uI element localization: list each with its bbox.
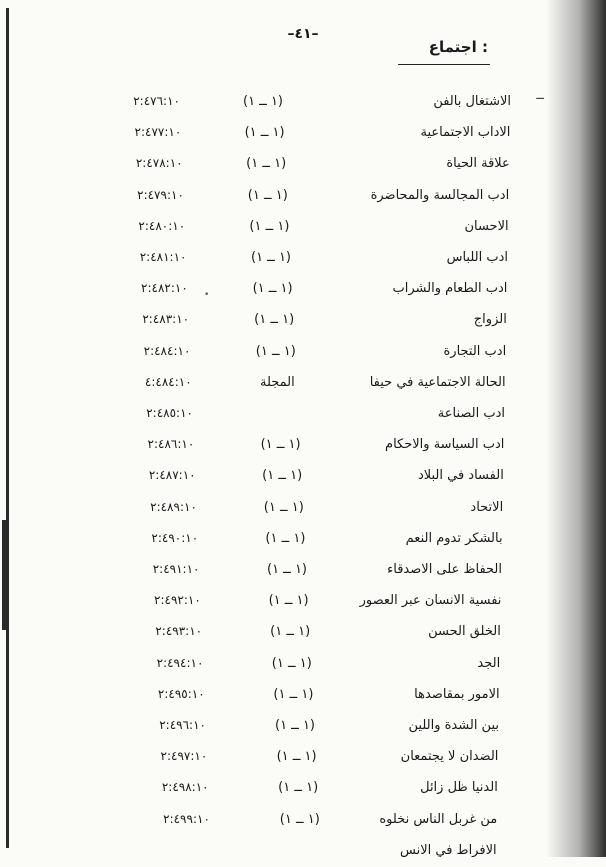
entry-topic: الزواج [473,312,507,328]
entry-topic: الجد [477,655,501,671]
entry-code: ٢:٤٩٢:١٠ [154,593,201,608]
entry-topic: من غربل الناس نخلوه [379,811,498,827]
entry-topic: الضدان لا يجتمعان [400,749,499,765]
entry-reference: (١ ــ ١) [271,655,312,671]
entry-topic: الاداب الاجتماعية [420,125,511,141]
entry-code: ٢:٤٧٧:١٠ [134,125,182,140]
entry-code: ٢:٤٨١:١٠ [139,250,187,264]
entry-reference: (١ ــ ١) [263,499,304,515]
index-row [0,593,606,617]
ink-speck: • [204,290,210,300]
index-row [0,156,606,180]
section-title: اجتماع : [428,38,488,56]
entry-code: ٢:٤٩٨:١٠ [161,780,209,795]
entry-code: ٢:٤٨٥:١٠ [146,406,193,420]
entry-code: ٢:٤٩٧:١٠ [160,749,208,764]
entry-topic: الدنيا ظل زائل [420,780,498,796]
entry-reference: (١ ــ ١) [249,218,290,234]
entry-topic: الاشتغال بالفن [433,94,511,109]
index-row [0,749,606,773]
index-row [0,250,606,274]
entry-code: ٢:٤٨٣:١٠ [142,312,190,327]
entry-topic: ادب الطعام والشراب [392,281,508,297]
index-row [0,188,606,212]
index-row [0,562,606,586]
margin-mark: ـ‍‍ـ [536,88,544,103]
entry-code: ٢:٤٩٦:١٠ [159,718,206,732]
entry-topic: الاتحاد [470,499,504,515]
entry-reference: (١ ــ ١) [266,562,307,577]
entry-code: ٢:٤٧٦:١٠ [133,94,180,108]
entry-topic: الامور بمقاصدها [414,686,500,702]
entry-code: ٤:٤٨٤:١٠ [144,374,192,389]
entry-code: ٢:٤٧٩:١٠ [137,187,184,202]
index-row [0,843,606,867]
entry-code: ٢:٤٩٩:١٠ [163,811,210,826]
entry-code: ٢:٤٨٩:١٠ [150,499,197,514]
entry-topic: ادب المجالسة والمحاضرة [370,187,510,203]
entry-reference: (١ ــ ١) [270,624,311,640]
index-row [0,281,606,305]
index-row [0,531,606,555]
index-row [0,687,606,711]
entry-topic: الافراط في الانس [400,842,497,858]
index-row [0,468,606,492]
entry-topic: ادب اللباس [446,250,508,265]
entry-code: ٢:٤٩٤:١٠ [156,655,204,670]
index-row [0,656,606,680]
entry-code: ٢:٤٨٢:١٠ [141,281,188,296]
entry-reference: (١ ــ ١) [279,811,320,827]
entry-reference: (١ ــ ١) [276,749,317,765]
entry-reference: (١ ــ ١) [260,437,301,453]
entry-reference: المجلة [260,374,295,390]
entry-code: ٢:٤٨٧:١٠ [148,468,196,483]
entry-topic: علاقة الحياة [446,156,510,172]
page-number: –٤١– [287,26,319,42]
entry-reference: (١ ــ ١) [255,343,296,359]
entry-topic: بين الشدة واللين [408,718,499,733]
index-row [0,437,606,461]
entry-topic: الخلق الحسن [428,624,501,640]
entry-topic: ادب السياسة والاحكام [385,437,505,453]
entry-topic: ادب التجارة [443,343,507,359]
entry-topic: بالشكر تدوم النعم [405,530,503,546]
entry-code: ٢:٤٨٠:١٠ [138,218,186,233]
index-row [0,219,606,243]
index-row [0,812,606,836]
entry-reference: (١ ــ ١) [244,125,285,141]
entry-code: ٢:٤٨٤:١٠ [143,343,191,358]
entry-topic: الحفاظ على الاصدقاء [387,562,502,577]
entry-reference: (١ ــ ١) [252,281,293,297]
entry-reference: (١ ــ ١) [265,530,306,546]
entry-code: ٢:٤٧٨:١٠ [135,156,183,171]
index-row [0,718,606,742]
title-underline [398,64,490,65]
index-row [0,624,606,648]
entry-reference: (١ ــ ١) [247,187,288,203]
entry-topic: الاحسان [464,218,509,234]
index-row [0,125,606,149]
entry-code: ٢:٤٩٠:١٠ [151,530,199,545]
entry-topic: نفسية الانسان عبر العصور [359,593,502,609]
index-row [0,94,606,118]
entry-reference: (١ ــ ١) [254,312,295,328]
entry-code: ٢:٤٩٥:١٠ [157,686,205,701]
index-row [0,312,606,336]
entry-topic: ادب الصناعة [437,406,505,421]
entry-reference: (١ ــ ١) [273,686,314,702]
entry-reference: (١ ــ ١) [262,468,303,484]
index-row [0,406,606,430]
entry-reference: (١ ــ ١) [250,250,291,265]
index-row [0,780,606,804]
entry-code: ٢:٤٨٦:١٠ [147,437,195,452]
entry-reference: (١ ــ ١) [246,156,287,172]
entry-reference: (١ ــ ١) [278,780,319,796]
index-row [0,375,606,399]
index-row [0,344,606,368]
entry-reference: (١ ــ ١) [274,718,315,733]
entry-code: ٢:٤٩٣:١٠ [155,624,203,639]
entry-reference: (١ ــ ١) [268,593,309,609]
entry-topic: الحالة الاجتماعية في حيفا [369,374,506,390]
entry-code: ٢:٤٩١:١٠ [152,562,200,576]
entry-reference: (١ ــ ١) [242,94,283,109]
index-row [0,500,606,524]
entry-topic: الفساد في البلاد [417,468,504,484]
